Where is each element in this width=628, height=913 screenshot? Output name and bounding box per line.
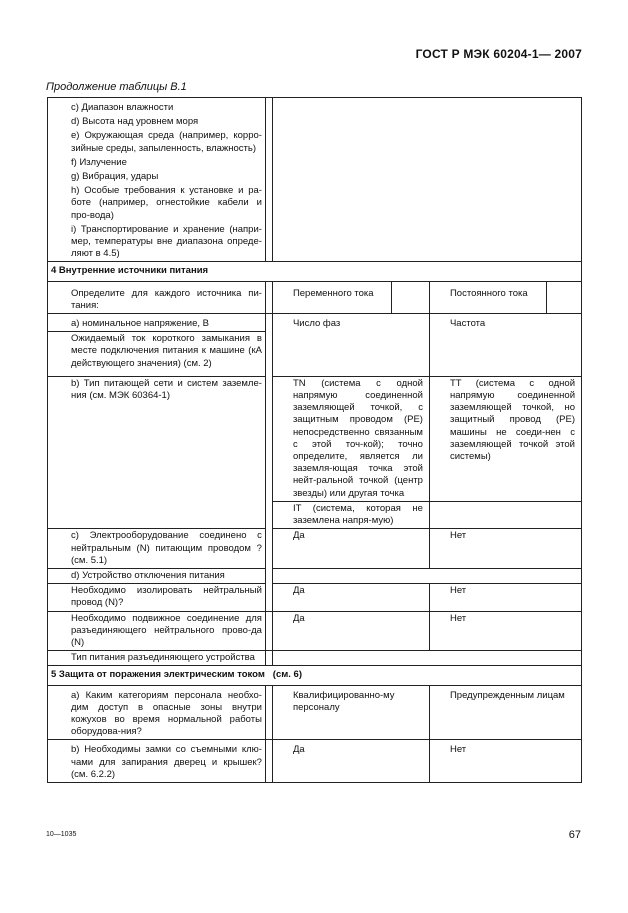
no-option: Нет xyxy=(429,611,581,651)
spacer-cell xyxy=(265,651,272,666)
env-items-cell xyxy=(48,98,266,262)
row-label: c) Электрооборудование соединено с нейтральным (N) питающим проводом ? (см. 5.1) xyxy=(48,529,266,569)
list-item: i) Транспортирование и хранение (напри-мер, температуры вне диапазона опреде-ляют в 4.5) xyxy=(71,223,262,260)
row-label: а) номинальное напряжение, В xyxy=(48,314,266,332)
table-row xyxy=(48,529,582,569)
table-row xyxy=(48,376,582,501)
table-row xyxy=(48,584,582,611)
table-row xyxy=(48,98,582,262)
list-item: e) Окружающая среда (например, корро-зийные среды, запыленность, влажность) xyxy=(71,130,262,154)
spacer-cell xyxy=(265,281,272,313)
list-item: d) Высота над уровнем моря xyxy=(71,116,199,128)
row-label: b) Тип питающей сети и систем заземле-ния (см. МЭК 60364-1) xyxy=(48,376,266,528)
spacer-cell xyxy=(265,740,272,783)
yes-option: Да xyxy=(272,529,429,569)
phases-label: Число фаз xyxy=(272,314,429,377)
print-code: 10—1035 xyxy=(46,831,77,838)
no-option: Нет xyxy=(429,584,581,611)
document-header: ГОСТ Р МЭК 60204-1— 2007 xyxy=(415,47,582,61)
list-item: h) Особые требования к установке и ра-боте (например, огнестойкие кабели и про-вода) xyxy=(71,185,262,221)
it-system: IT (система, которая не заземлена напря-мую) xyxy=(272,501,429,528)
table-row xyxy=(48,262,582,281)
table-row xyxy=(48,281,582,313)
tt-system: TT (система с одной напрямую соединенной заземляющей точкой, но защитный провод (PE) машины не соеди-нен с заземляющей точкой этой системы) xyxy=(429,376,581,501)
warned-persons: Предупрежденным лицам xyxy=(429,685,581,740)
yes-option: Да xyxy=(272,611,429,651)
requirements-table xyxy=(47,97,582,783)
blank-cell xyxy=(429,501,581,528)
blank-cell xyxy=(272,568,581,583)
row-label: b) Необходимы замки со съемными клю-чами для запирания дверец и крышек? (см. 6.2.2) xyxy=(48,740,266,783)
spacer-cell xyxy=(265,611,272,651)
table-row xyxy=(48,651,582,666)
row-label: Ожидаемый ток короткого замыкания в месте подключения питания к машине (кА действующего значения) (см. 2) xyxy=(48,332,266,377)
ac-header: Переменного тока xyxy=(272,281,391,313)
row-label: d) Устройство отключения питания xyxy=(48,568,266,583)
section-reference: (см. 6) xyxy=(272,669,302,681)
answer-cell xyxy=(272,98,581,262)
table-row xyxy=(48,685,582,740)
dc-header: Постоянного тока xyxy=(429,281,546,313)
tn-system: TN (система с одной напрямую соединенной заземляющей точкой, с защитным проводом (PE) непосредственно связанным с этой точ-кой); точно определите, является ли заземля-ющая точка этой нейт-ральной точкой (центр звезды) или другая точка xyxy=(272,376,429,501)
blank-cell xyxy=(392,281,430,313)
qualified-personnel: Квалифицированно-му персоналу xyxy=(272,685,429,740)
spacer-cell xyxy=(265,314,272,611)
yes-option: Да xyxy=(272,584,429,611)
row-label: Необходимо изолировать нейтральный провод (N)? xyxy=(48,584,266,611)
list-item: g) Вибрация, удары xyxy=(71,171,159,183)
spacer-cell xyxy=(265,685,272,740)
spacer-cell xyxy=(265,98,272,262)
table-continuation-caption: Продолжение таблицы В.1 xyxy=(46,81,187,93)
table-row xyxy=(48,611,582,651)
no-option: Нет xyxy=(429,529,581,569)
table-row xyxy=(48,740,582,783)
row-label: Необходимо подвижное соединение для разъединяющего нейтрального прово-да (N) xyxy=(48,611,266,651)
yes-option: Да xyxy=(272,740,429,783)
page-number: 67 xyxy=(568,829,581,841)
table-row xyxy=(48,666,582,685)
row-label: Тип питания разъединяющего устройства xyxy=(48,651,266,666)
row-label: а) Каким категориям персонала необхо-дим доступ в опасные зоны внутри кожухов во время нормальной работы оборудова-ния? xyxy=(48,685,266,740)
blank-cell xyxy=(272,651,581,666)
list-item: f) Излучение xyxy=(71,156,127,168)
blank-cell xyxy=(547,281,582,313)
no-option: Нет xyxy=(429,740,581,783)
section-title: 5 Защита от поражения электрическим током (см. 6) xyxy=(48,666,582,685)
section-title: 4 Внутренние источники питания xyxy=(48,262,582,281)
frequency-label: Частота xyxy=(429,314,581,377)
table-row xyxy=(48,314,582,332)
list-item: c) Диапазон влажности xyxy=(71,102,174,113)
table-row xyxy=(48,568,582,583)
row-label: Определите для каждого источника пи-тания: xyxy=(48,281,266,313)
